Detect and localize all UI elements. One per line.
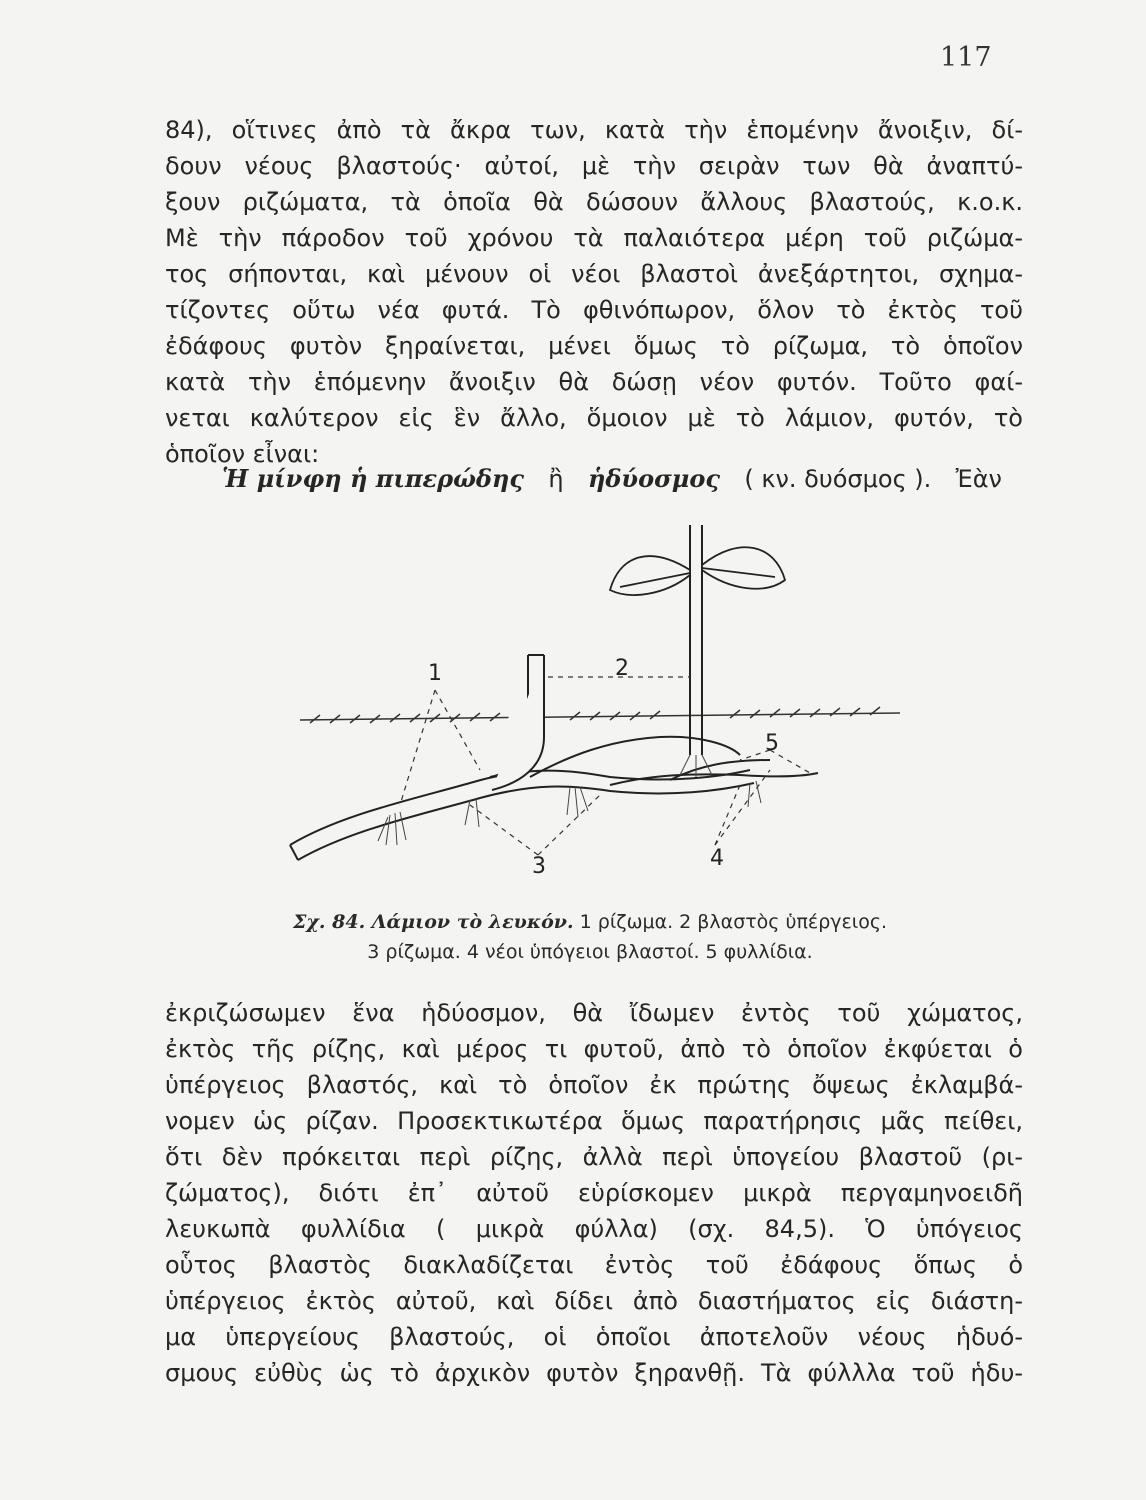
text-line: Μὲ τὴν πάροδον τοῦ χρόνου τὰ παλαιότερα μέρη τοῦ ριζώμα- bbox=[165, 224, 1023, 252]
text-line: τίζοντες οὕτω νέα φυτά. Τὸ φθινόπωρον, ὅλον τὸ ἐκτὸς τοῦ bbox=[165, 296, 1023, 324]
heading-alt-name: ἡδύοσμος bbox=[587, 464, 720, 493]
aerial-stem bbox=[690, 525, 702, 755]
text-line: ἐδάφους φυτὸν ξηραίνεται, μένει ὅμως τὸ ρίζωμα, τὸ ὁποῖον bbox=[165, 332, 1023, 360]
text-line: 84), οἵτινες ἀπὸ τὰ ἄκρα των, κατὰ τὴν ἑπομένην ἄνοιξιν, δί- bbox=[165, 116, 1023, 144]
roots bbox=[378, 755, 761, 845]
figure-label-4: 4 bbox=[710, 846, 724, 871]
figure-caption bbox=[240, 907, 940, 967]
text-line: ὅτι δὲν πρόκειται περὶ ρίζης, ἀλλὰ περὶ ὑπογείου βλαστοῦ (ρι- bbox=[165, 1143, 1023, 1171]
caption-label: Σχ. 84. Λάμιον τὸ λευκόν. bbox=[292, 911, 574, 933]
top-paragraph bbox=[165, 112, 1023, 472]
text-line: ὑπέργειος ἐκτὸς αὐτοῦ, καὶ δίδει ἀπὸ διαστήματος εἰς διάστη- bbox=[165, 1287, 1023, 1315]
heading-title: Ἡ μίνφη ἡ πιπερώδης bbox=[222, 464, 524, 493]
figure-label-1: 1 bbox=[428, 661, 442, 686]
text-line: κατὰ τὴν ἑπόμενην ἄνοιξιν θὰ δώσῃ νέον φυτόν. Τοῦτο φαί- bbox=[165, 368, 1023, 396]
text-line: νεται καλύτερον εἰς ἓν ἄλλο, ὅμοιον μὲ τὸ λάμιον, φυτόν, τὸ bbox=[165, 404, 1023, 432]
text-line: ξουν ριζώματα, τὰ ὁποῖα θὰ δώσουν ἄλλους βλαστούς, κ.ο.κ. bbox=[165, 188, 1023, 216]
caption-line-2: 3 ρίζωμα. 4 νέοι ὑπόγειοι βλαστοί. 5 φυλλίδια. bbox=[367, 941, 813, 963]
text-line: δουν νέους βλαστούς· αὐτοί, μὲ τὴν σειρὰν των θὰ ἀναπτύ- bbox=[165, 152, 1023, 180]
text-line: ἐκριζώσωμεν ἕνα ἡδύοσμον, θὰ ἴδωμεν ἐντὸς τοῦ χώματος, bbox=[165, 999, 1023, 1027]
text-line: ἐκτὸς τῆς ρίζης, καὶ μέρος τι φυτοῦ, ἀπὸ τὸ ὁποῖον ἐκφύεται ὁ bbox=[165, 1035, 1023, 1063]
text-line: λευκωπὰ φυλλίδια ( μικρὰ φύλλα) (σχ. 84,5). Ὁ ὑπόγειος bbox=[165, 1215, 1023, 1243]
figure-label-2: 2 bbox=[615, 656, 629, 681]
rhizome bbox=[290, 737, 818, 860]
figure-label-5: 5 bbox=[765, 731, 779, 756]
text-line: σμους εὐθὺς ὡς τὸ ἀρχικὸν φυτὸν ξηρανθῇ. Τὰ φύλλλα τοῦ ἡδυ- bbox=[165, 1359, 1023, 1387]
old-shoot bbox=[490, 655, 544, 790]
text-line: τος σήπονται, καὶ μένουν οἱ νέοι βλαστοὶ ἀνεξάρτητοι, σχημα- bbox=[165, 260, 1023, 288]
soil-surface bbox=[300, 707, 900, 723]
text-line: νομεν ὡς ρίζαν. Προσεκτικωτέρα ὅμως παρατήρησις μᾶς πείθει, bbox=[165, 1107, 1023, 1135]
heading-tail: Ἐὰν bbox=[955, 465, 1002, 493]
heading-paren: ( κν. δυόσμος ). bbox=[744, 465, 932, 493]
text-line: ὑπέργειος βλαστός, καὶ τὸ ὁποῖον ἐκ πρώτης ὄψεως ἐκλαμβά- bbox=[165, 1071, 1023, 1099]
bottom-paragraph bbox=[165, 995, 1023, 1391]
text-line: ὁποῖον εἶναι: bbox=[165, 440, 320, 468]
page-number: 117 bbox=[940, 42, 992, 73]
section-heading bbox=[222, 464, 1002, 493]
caption-line-1: 1 ρίζωμα. 2 βλαστὸς ὑπέργειος. bbox=[579, 911, 888, 933]
heading-connector: ἢ bbox=[548, 465, 564, 493]
text-line: μα ὑπεργείους βλαστούς, οἱ ὁποῖοι ἀποτελοῦν νέους ἡδυό- bbox=[165, 1323, 1023, 1351]
label-leaders bbox=[400, 677, 810, 855]
text-line: ζώματος), διότι ἐπ᾽ αὐτοῦ εὑρίσκομεν μικρὰ περγαμηνοειδῆ bbox=[165, 1179, 1023, 1207]
leaves bbox=[610, 547, 785, 595]
rhizome-figure bbox=[270, 515, 910, 895]
figure-label-3: 3 bbox=[532, 854, 546, 879]
text-line: οὗτος βλαστὸς διακλαδίζεται ἐντὸς τοῦ ἐδάφους ὅπως ὁ bbox=[165, 1251, 1023, 1279]
